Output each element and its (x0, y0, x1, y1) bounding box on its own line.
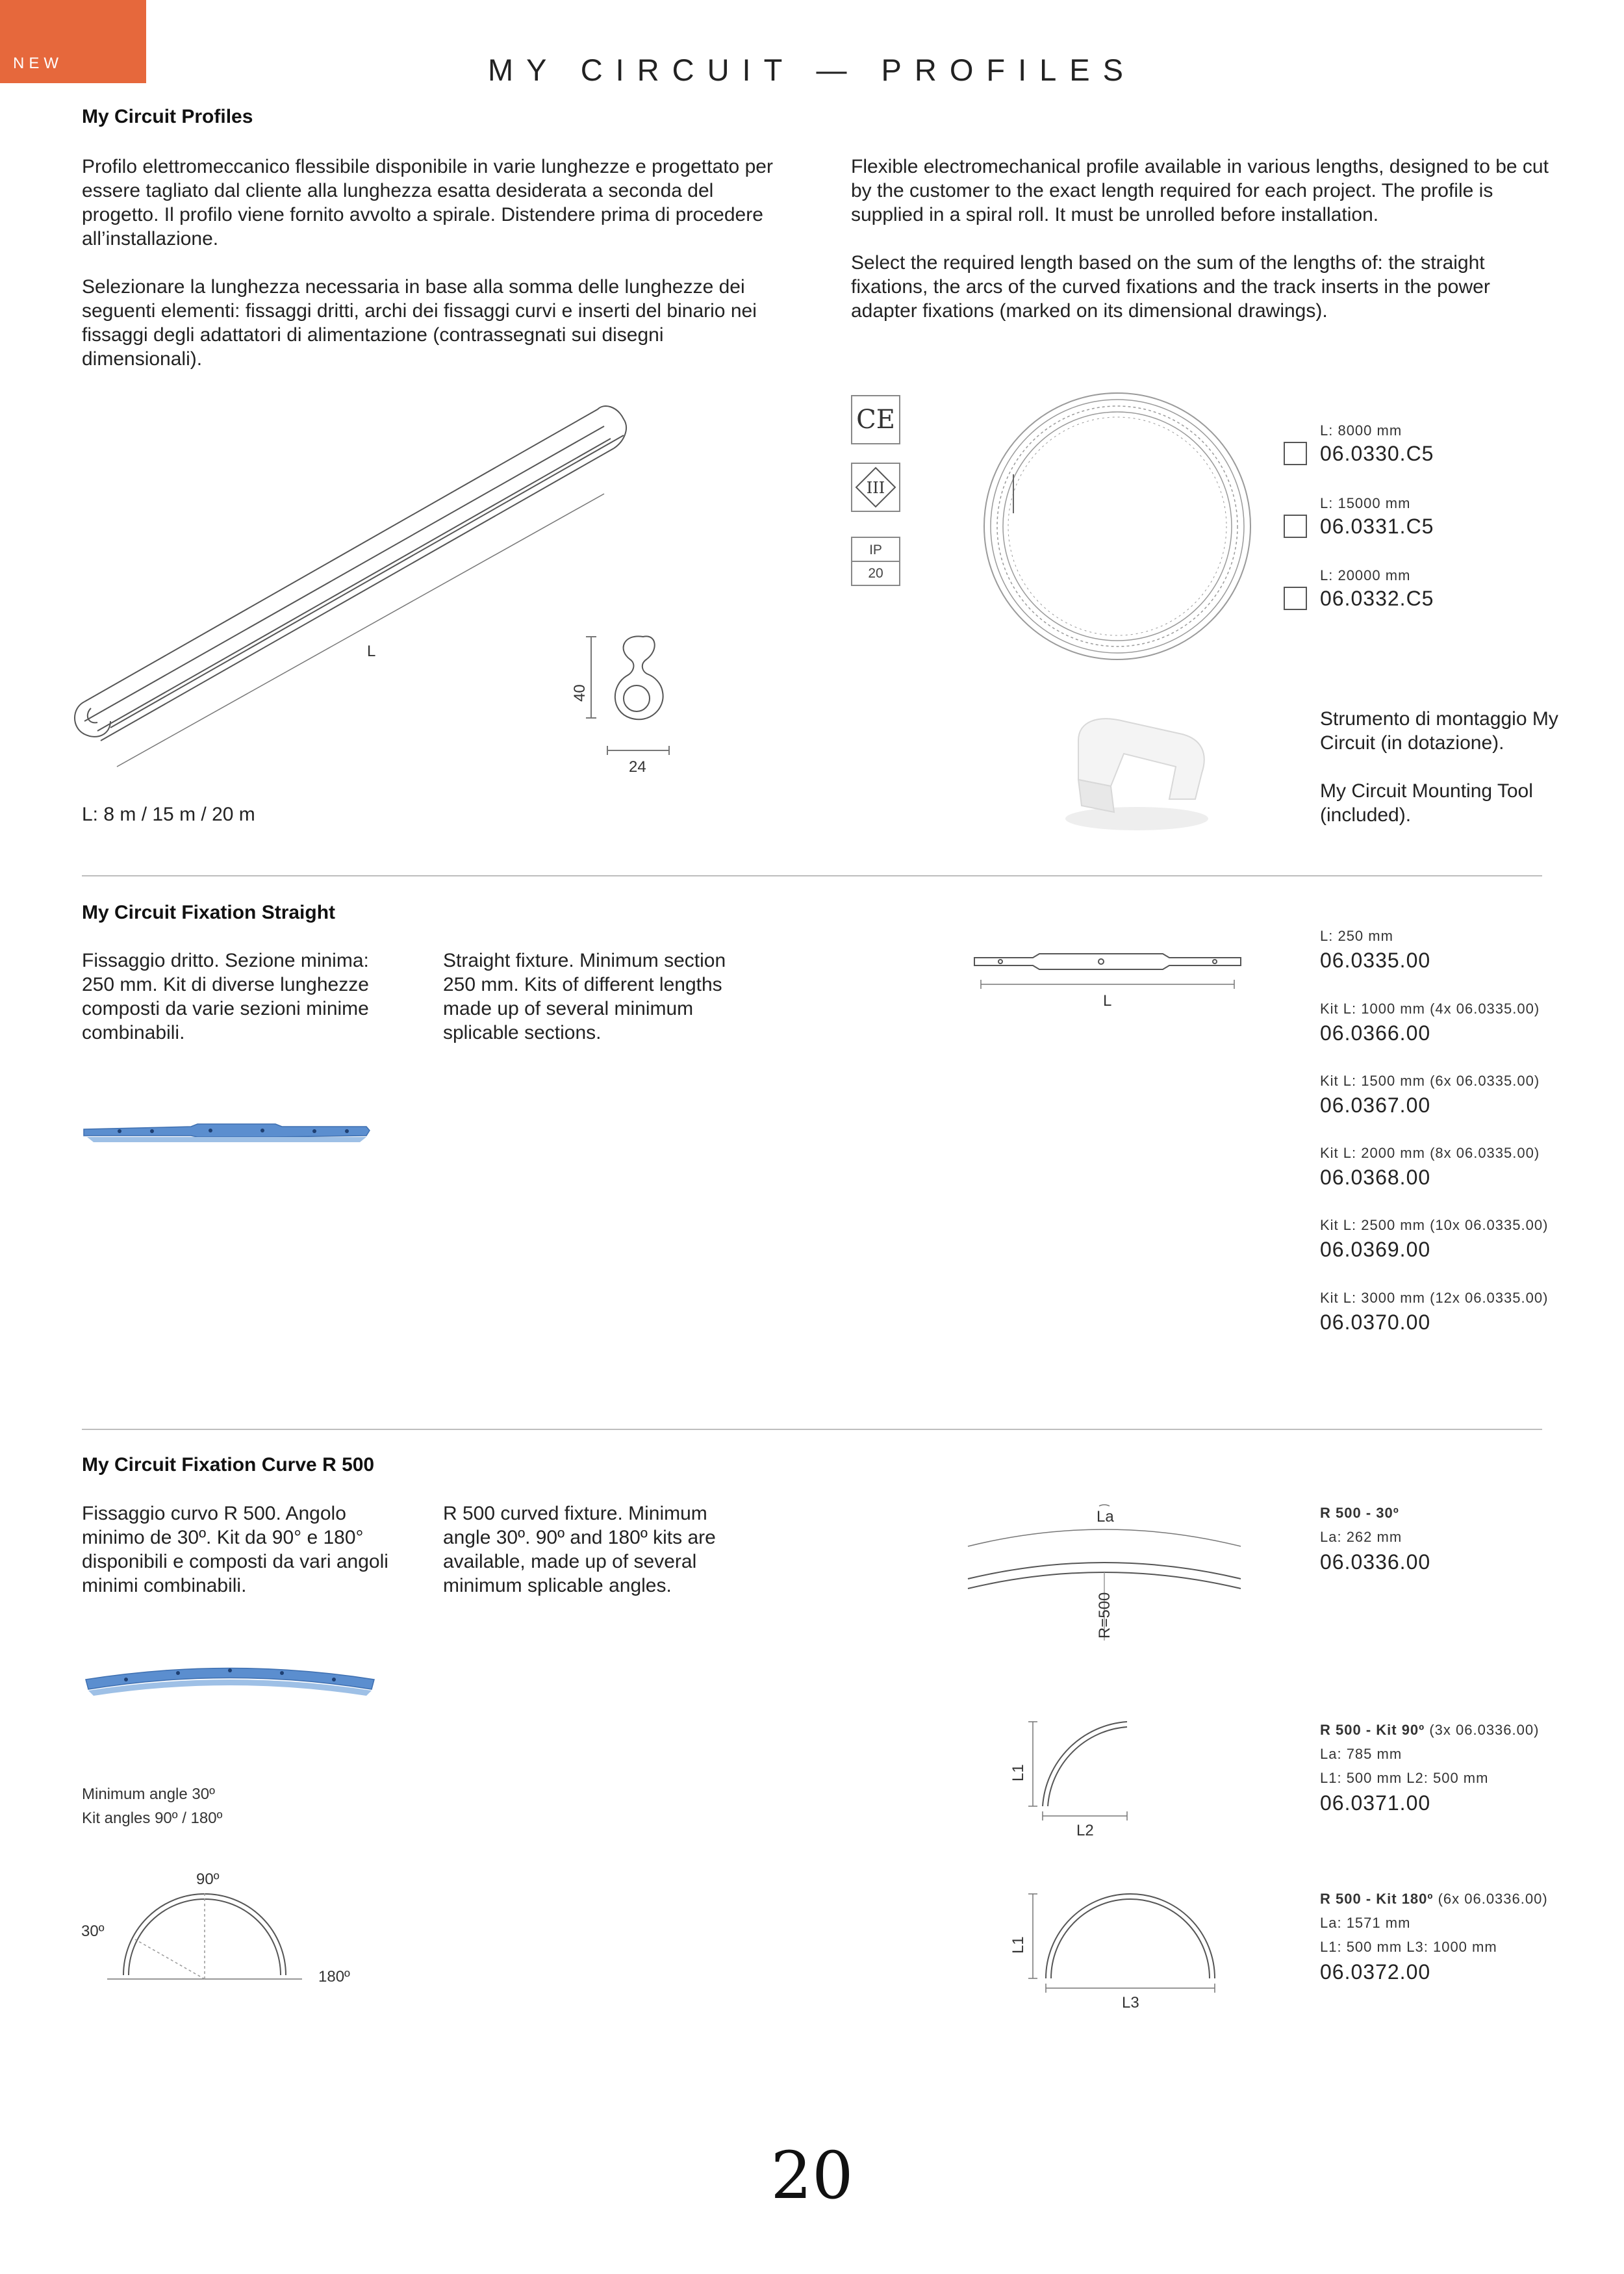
profile-variant-2-length: L: 15000 mm (1320, 495, 1411, 511)
straight-it: Fissaggio dritto. Sezione minima: 250 mm. Kit di diverse lunghezze composti da varie sezioni minime combinabili. (82, 950, 369, 1043)
mounting-tool-en: My Circuit Mounting Tool (included). (1320, 780, 1533, 826)
profile-section-drawing (572, 624, 702, 786)
straight-variant-2-length: Kit L: 1000 mm (4x 06.0335.00) (1320, 1001, 1540, 1017)
profiles-en-p1: Flexible electromechanical profile available in various lengths, designed to be cut by the customer to the exact length required for each project. The profile is supplied in a spiral roll. It must be unrolled before installation. (851, 156, 1549, 225)
straight-variant-6-code: 06.0370.00 (1320, 1310, 1431, 1334)
curve-fixation-image (81, 1650, 379, 1709)
ip-label: IP (852, 538, 899, 562)
curve-angle-note-2: Kit angles 90º / 180º (82, 1809, 223, 1827)
straight-en: Straight fixture. Minimum section 250 mm. Kits of different lengths made up of several minimum splicable sections. (443, 950, 726, 1043)
kit90-label-L1: L1 (1009, 1764, 1027, 1782)
profile-variant-3-code: 06.0332.C5 (1320, 587, 1434, 610)
angle-label-30: 30º (81, 1923, 105, 1940)
page-number: 20 (770, 2138, 854, 2214)
mounting-tool-image (1052, 702, 1221, 832)
profile-variant-3-checkbox[interactable] (1284, 587, 1307, 610)
straight-variant-3-length: Kit L: 1500 mm (6x 06.0335.00) (1320, 1073, 1540, 1089)
straight-variant-4-code: 06.0368.00 (1320, 1166, 1431, 1189)
curve-v1-la: La: 262 mm (1320, 1529, 1402, 1545)
curve-heading: My Circuit Fixation Curve R 500 (82, 1454, 375, 1476)
kit180-label-L3: L3 (1122, 1994, 1139, 2012)
kit90-label-L2: L2 (1076, 1822, 1094, 1839)
angle-label-90: 90º (196, 1871, 220, 1888)
straight-heading: My Circuit Fixation Straight (82, 902, 336, 923)
straight-variant-3-code: 06.0367.00 (1320, 1093, 1431, 1117)
curve-v2-title (1320, 1722, 1539, 1739)
straight-variant-5-code: 06.0369.00 (1320, 1238, 1431, 1261)
straight-variant-1-length: L: 250 mm (1320, 928, 1393, 944)
straight-variant-1-code: 06.0335.00 (1320, 949, 1431, 972)
new-badge: NEW (0, 0, 146, 83)
ce-mark-icon: CE (851, 395, 900, 444)
curve-v3-la: La: 1571 mm (1320, 1915, 1411, 1931)
kit-180-drawing (1004, 1884, 1250, 2014)
curve-v2-composition: (3x 06.0336.00) (1429, 1722, 1540, 1738)
curve-v2-code: 06.0371.00 (1320, 1791, 1431, 1815)
kit180-label-L1: L1 (1009, 1936, 1027, 1954)
profiles-it-p1: Profilo elettromeccanico flessibile disponibile in varie lunghezze e progettato per essere tagliato dal cliente alla lunghezza esatta desiderata a seconda del progetto. Il profilo viene fornito avvolto a spirale. Distendere prima di procedere all’installazione. (82, 156, 773, 249)
profile-variant-1-checkbox[interactable] (1284, 442, 1307, 465)
profiles-heading: My Circuit Profiles (82, 106, 253, 127)
ip-rating-icon (851, 537, 900, 586)
profile-variant-2-code: 06.0331.C5 (1320, 515, 1434, 538)
straight-variant-5-length: Kit L: 2500 mm (10x 06.0335.00) (1320, 1217, 1549, 1233)
profiles-it-p2: Selezionare la lunghezza necessaria in base alla somma delle lunghezze dei seguenti elementi: fissaggi dritti, archi dei fissaggi curvi e inserti del binario nei fissaggi degli adattatori di alimentazione (contrassegnati sui disegni dimensionali). (82, 276, 757, 370)
class-iii-icon (851, 463, 900, 512)
straight-variant-4-length: Kit L: 2000 mm (8x 06.0335.00) (1320, 1145, 1540, 1161)
profile-variant-3-length: L: 20000 mm (1320, 567, 1411, 583)
curve-v2-dims: L1: 500 mm L2: 500 mm (1320, 1770, 1489, 1786)
angle-label-180: 180º (318, 1968, 350, 1986)
mounting-tool-it: Strumento di montaggio My Circuit (in dotazione). (1320, 708, 1558, 754)
curve-angle-note-1: Minimum angle 30º (82, 1785, 215, 1803)
straight-label-L: L (1103, 992, 1112, 1010)
straight-fixation-image (81, 1118, 373, 1150)
profile-variant-1-code: 06.0330.C5 (1320, 442, 1434, 465)
angle-diagram (78, 1852, 377, 1995)
svg-text:III: III (866, 479, 885, 497)
profile-label-L: L (367, 643, 376, 660)
straight-variant-2-code: 06.0366.00 (1320, 1021, 1431, 1045)
straight-variant-6-length: Kit L: 3000 mm (12x 06.0335.00) (1320, 1290, 1549, 1306)
section-dim-height: 40 (571, 684, 589, 702)
page-title: MY CIRCUIT — PROFILES (487, 53, 1137, 87)
profiles-lengths-note: L: 8 m / 15 m / 20 m (82, 804, 255, 825)
curve-v1-name: R 500 - 30º (1320, 1505, 1399, 1521)
kit-90-drawing (1004, 1709, 1147, 1839)
profiles-en-p2: Select the required length based on the sum of the lengths of: the straight fixations, the arcs of the curved fixations and the track inserts in the power adapter fixations (marked on its dimensional drawings). (851, 252, 1490, 322)
profile-variant-2-checkbox[interactable] (1284, 515, 1307, 538)
curve-label-R: R=500 (1096, 1592, 1113, 1639)
curve-v3-dims: L1: 500 mm L3: 1000 mm (1320, 1939, 1497, 1955)
profile-variant-1-length: L: 8000 mm (1320, 422, 1402, 439)
curve-v3-composition: (6x 06.0336.00) (1438, 1891, 1548, 1907)
curve-v1-code: 06.0336.00 (1320, 1550, 1431, 1574)
curve-en: R 500 curved fixture. Minimum angle 30º. 90º and 180º kits are available, made up of several minimum splicable angles. (443, 1503, 716, 1596)
curve-v3-name: R 500 - Kit 180º (1320, 1891, 1434, 1907)
profile-coil-drawing (974, 383, 1260, 669)
ip-value: 20 (868, 566, 883, 581)
profile-rail-drawing (65, 390, 650, 806)
section-divider-2 (82, 1429, 1542, 1430)
section-divider-1 (82, 875, 1542, 876)
curve-v3-title (1320, 1891, 1548, 1908)
curve-v3-code: 06.0372.00 (1320, 1960, 1431, 1984)
section-dim-width: 24 (629, 758, 646, 776)
curve-v2-name: R 500 - Kit 90º (1320, 1722, 1425, 1738)
curve-v2-la: La: 785 mm (1320, 1746, 1402, 1762)
curve-it: Fissaggio curvo R 500. Angolo minimo de 30º. Kit da 90° e 180° disponibili e composti da vari angoli minimi combinabili. (82, 1503, 388, 1596)
curve-fixation-drawing (955, 1494, 1260, 1644)
curve-label-La: La (1097, 1508, 1114, 1526)
straight-fixation-drawing (968, 942, 1254, 1014)
